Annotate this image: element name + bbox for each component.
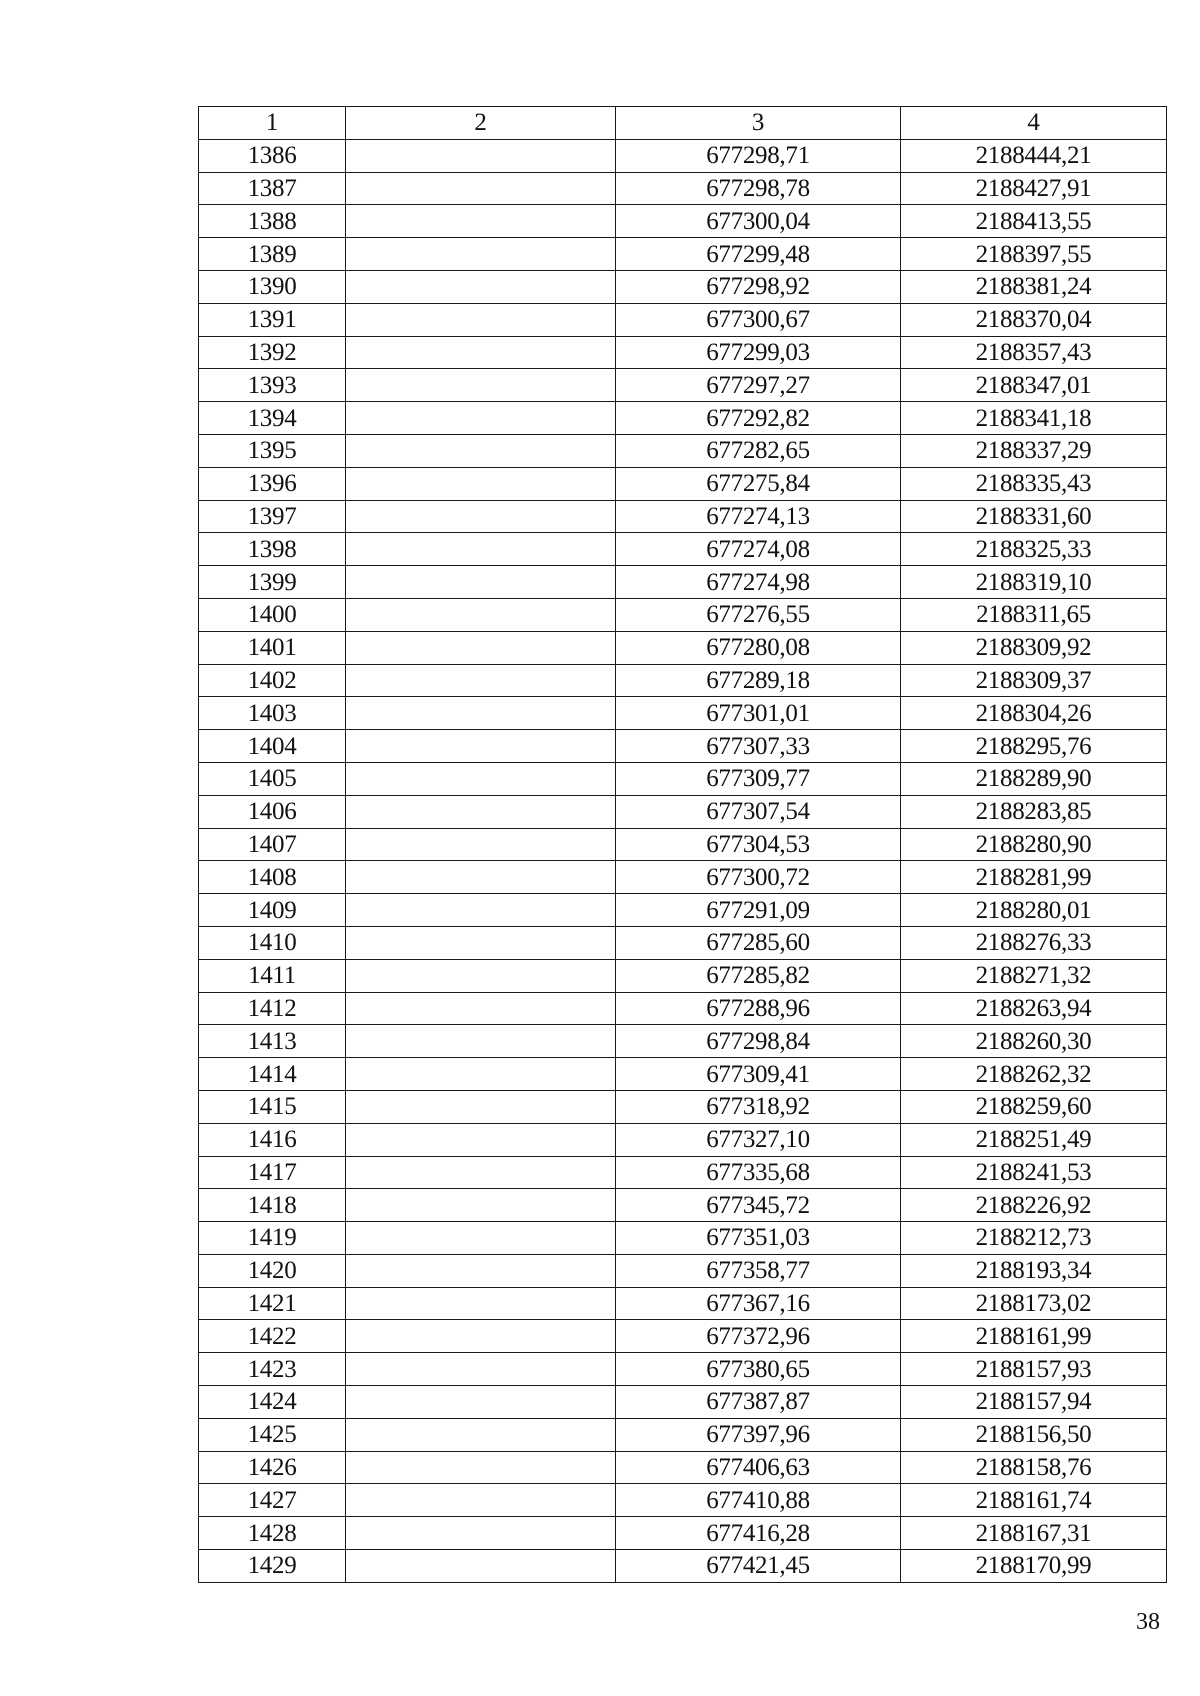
table-row bbox=[199, 697, 1167, 730]
column-2-cell bbox=[346, 926, 616, 959]
table-row bbox=[199, 1058, 1167, 1091]
y-coordinate-cell: 2188226,92 bbox=[901, 1189, 1167, 1222]
y-coordinate-cell: 2188309,92 bbox=[901, 631, 1167, 664]
y-coordinate-cell: 2188241,53 bbox=[901, 1156, 1167, 1189]
table-row bbox=[199, 238, 1167, 271]
table-row bbox=[199, 1090, 1167, 1123]
point-number-cell: 1415 bbox=[199, 1090, 346, 1123]
x-coordinate-cell: 677282,65 bbox=[616, 434, 901, 467]
point-number-cell: 1422 bbox=[199, 1320, 346, 1353]
table-row bbox=[199, 598, 1167, 631]
x-coordinate-cell: 677309,77 bbox=[616, 762, 901, 795]
y-coordinate-cell: 2188325,33 bbox=[901, 533, 1167, 566]
table-row bbox=[199, 369, 1167, 402]
column-2-cell bbox=[346, 730, 616, 763]
y-coordinate-cell: 2188276,33 bbox=[901, 926, 1167, 959]
point-number-cell: 1416 bbox=[199, 1123, 346, 1156]
y-coordinate-cell: 2188397,55 bbox=[901, 238, 1167, 271]
x-coordinate-cell: 677372,96 bbox=[616, 1320, 901, 1353]
table-row bbox=[199, 172, 1167, 205]
y-coordinate-cell: 2188167,31 bbox=[901, 1517, 1167, 1550]
point-number-cell: 1403 bbox=[199, 697, 346, 730]
x-coordinate-cell: 677421,45 bbox=[616, 1550, 901, 1583]
y-coordinate-cell: 2188381,24 bbox=[901, 270, 1167, 303]
x-coordinate-cell: 677397,96 bbox=[616, 1418, 901, 1451]
point-number-cell: 1393 bbox=[199, 369, 346, 402]
table-row bbox=[199, 1123, 1167, 1156]
column-2-cell bbox=[346, 1418, 616, 1451]
column-2-cell bbox=[346, 172, 616, 205]
table-row bbox=[199, 959, 1167, 992]
table-row bbox=[199, 566, 1167, 599]
table-row bbox=[199, 1451, 1167, 1484]
column-2-cell bbox=[346, 1222, 616, 1255]
x-coordinate-cell: 677280,08 bbox=[616, 631, 901, 664]
column-2-cell bbox=[346, 1353, 616, 1386]
x-coordinate-cell: 677298,84 bbox=[616, 1025, 901, 1058]
y-coordinate-cell: 2188319,10 bbox=[901, 566, 1167, 599]
table-row bbox=[199, 861, 1167, 894]
column-2-cell bbox=[346, 762, 616, 795]
column-header-2: 2 bbox=[346, 107, 616, 140]
column-2-cell bbox=[346, 1451, 616, 1484]
x-coordinate-cell: 677300,67 bbox=[616, 303, 901, 336]
point-number-cell: 1395 bbox=[199, 434, 346, 467]
table-row bbox=[199, 992, 1167, 1025]
column-2-cell bbox=[346, 1123, 616, 1156]
point-number-cell: 1414 bbox=[199, 1058, 346, 1091]
table-row bbox=[199, 336, 1167, 369]
table-row bbox=[199, 500, 1167, 533]
y-coordinate-cell: 2188304,26 bbox=[901, 697, 1167, 730]
x-coordinate-cell: 677274,13 bbox=[616, 500, 901, 533]
y-coordinate-cell: 2188262,32 bbox=[901, 1058, 1167, 1091]
point-number-cell: 1411 bbox=[199, 959, 346, 992]
table-row bbox=[199, 1484, 1167, 1517]
table-row bbox=[199, 1025, 1167, 1058]
x-coordinate-cell: 677298,71 bbox=[616, 139, 901, 172]
point-number-cell: 1413 bbox=[199, 1025, 346, 1058]
point-number-cell: 1399 bbox=[199, 566, 346, 599]
table-row bbox=[199, 926, 1167, 959]
y-coordinate-cell: 2188280,01 bbox=[901, 894, 1167, 927]
table-row bbox=[199, 631, 1167, 664]
point-number-cell: 1409 bbox=[199, 894, 346, 927]
table-row bbox=[199, 434, 1167, 467]
y-coordinate-cell: 2188157,93 bbox=[901, 1353, 1167, 1386]
column-2-cell bbox=[346, 598, 616, 631]
table-row bbox=[199, 1254, 1167, 1287]
y-coordinate-cell: 2188311,65 bbox=[901, 598, 1167, 631]
point-number-cell: 1406 bbox=[199, 795, 346, 828]
column-header-3: 3 bbox=[616, 107, 901, 140]
column-2-cell bbox=[346, 467, 616, 500]
x-coordinate-cell: 677274,98 bbox=[616, 566, 901, 599]
point-number-cell: 1391 bbox=[199, 303, 346, 336]
y-coordinate-cell: 2188295,76 bbox=[901, 730, 1167, 763]
column-2-cell bbox=[346, 1090, 616, 1123]
y-coordinate-cell: 2188280,90 bbox=[901, 828, 1167, 861]
x-coordinate-cell: 677292,82 bbox=[616, 402, 901, 435]
x-coordinate-cell: 677291,09 bbox=[616, 894, 901, 927]
x-coordinate-cell: 677285,82 bbox=[616, 959, 901, 992]
y-coordinate-cell: 2188156,50 bbox=[901, 1418, 1167, 1451]
column-2-cell bbox=[346, 369, 616, 402]
y-coordinate-cell: 2188331,60 bbox=[901, 500, 1167, 533]
column-2-cell bbox=[346, 828, 616, 861]
point-number-cell: 1386 bbox=[199, 139, 346, 172]
table-row bbox=[199, 1418, 1167, 1451]
column-2-cell bbox=[346, 697, 616, 730]
point-number-cell: 1396 bbox=[199, 467, 346, 500]
column-2-cell bbox=[346, 566, 616, 599]
x-coordinate-cell: 677297,27 bbox=[616, 369, 901, 402]
x-coordinate-cell: 677276,55 bbox=[616, 598, 901, 631]
x-coordinate-cell: 677367,16 bbox=[616, 1287, 901, 1320]
x-coordinate-cell: 677300,04 bbox=[616, 205, 901, 238]
table-row bbox=[199, 1222, 1167, 1255]
point-number-cell: 1389 bbox=[199, 238, 346, 271]
point-number-cell: 1397 bbox=[199, 500, 346, 533]
table-row bbox=[199, 1517, 1167, 1550]
table-body bbox=[199, 139, 1167, 1582]
table-header-row bbox=[199, 107, 1167, 140]
x-coordinate-cell: 677318,92 bbox=[616, 1090, 901, 1123]
y-coordinate-cell: 2188161,99 bbox=[901, 1320, 1167, 1353]
column-2-cell bbox=[346, 992, 616, 1025]
point-number-cell: 1388 bbox=[199, 205, 346, 238]
column-2-cell bbox=[346, 1484, 616, 1517]
x-coordinate-cell: 677416,28 bbox=[616, 1517, 901, 1550]
page-number: 38 bbox=[1136, 1609, 1160, 1635]
y-coordinate-cell: 2188161,74 bbox=[901, 1484, 1167, 1517]
table-row bbox=[199, 139, 1167, 172]
x-coordinate-cell: 677351,03 bbox=[616, 1222, 901, 1255]
y-coordinate-cell: 2188260,30 bbox=[901, 1025, 1167, 1058]
y-coordinate-cell: 2188212,73 bbox=[901, 1222, 1167, 1255]
point-number-cell: 1405 bbox=[199, 762, 346, 795]
point-number-cell: 1392 bbox=[199, 336, 346, 369]
x-coordinate-cell: 677298,78 bbox=[616, 172, 901, 205]
table-row bbox=[199, 894, 1167, 927]
table-row bbox=[199, 303, 1167, 336]
column-header-4: 4 bbox=[901, 107, 1167, 140]
table-row bbox=[199, 205, 1167, 238]
column-2-cell bbox=[346, 238, 616, 271]
table-row bbox=[199, 270, 1167, 303]
column-2-cell bbox=[346, 1386, 616, 1419]
x-coordinate-cell: 677327,10 bbox=[616, 1123, 901, 1156]
y-coordinate-cell: 2188347,01 bbox=[901, 369, 1167, 402]
table-row bbox=[199, 1386, 1167, 1419]
table-row bbox=[199, 1353, 1167, 1386]
point-number-cell: 1423 bbox=[199, 1353, 346, 1386]
y-coordinate-cell: 2188193,34 bbox=[901, 1254, 1167, 1287]
y-coordinate-cell: 2188357,43 bbox=[901, 336, 1167, 369]
column-2-cell bbox=[346, 1550, 616, 1583]
point-number-cell: 1418 bbox=[199, 1189, 346, 1222]
y-coordinate-cell: 2188157,94 bbox=[901, 1386, 1167, 1419]
point-number-cell: 1394 bbox=[199, 402, 346, 435]
x-coordinate-cell: 677285,60 bbox=[616, 926, 901, 959]
column-2-cell bbox=[346, 402, 616, 435]
table-row bbox=[199, 533, 1167, 566]
x-coordinate-cell: 677300,72 bbox=[616, 861, 901, 894]
column-2-cell bbox=[346, 1025, 616, 1058]
column-2-cell bbox=[346, 1517, 616, 1550]
x-coordinate-cell: 677345,72 bbox=[616, 1189, 901, 1222]
table-row bbox=[199, 828, 1167, 861]
point-number-cell: 1420 bbox=[199, 1254, 346, 1287]
point-number-cell: 1426 bbox=[199, 1451, 346, 1484]
point-number-cell: 1421 bbox=[199, 1287, 346, 1320]
y-coordinate-cell: 2188444,21 bbox=[901, 139, 1167, 172]
point-number-cell: 1412 bbox=[199, 992, 346, 1025]
y-coordinate-cell: 2188263,94 bbox=[901, 992, 1167, 1025]
table-row bbox=[199, 1550, 1167, 1583]
column-2-cell bbox=[346, 1287, 616, 1320]
column-2-cell bbox=[346, 1320, 616, 1353]
column-2-cell bbox=[346, 1058, 616, 1091]
y-coordinate-cell: 2188337,29 bbox=[901, 434, 1167, 467]
x-coordinate-cell: 677289,18 bbox=[616, 664, 901, 697]
y-coordinate-cell: 2188281,99 bbox=[901, 861, 1167, 894]
x-coordinate-cell: 677387,87 bbox=[616, 1386, 901, 1419]
y-coordinate-cell: 2188283,85 bbox=[901, 795, 1167, 828]
point-number-cell: 1408 bbox=[199, 861, 346, 894]
y-coordinate-cell: 2188341,18 bbox=[901, 402, 1167, 435]
y-coordinate-cell: 2188173,02 bbox=[901, 1287, 1167, 1320]
table-row bbox=[199, 1320, 1167, 1353]
y-coordinate-cell: 2188170,99 bbox=[901, 1550, 1167, 1583]
y-coordinate-cell: 2188259,60 bbox=[901, 1090, 1167, 1123]
column-2-cell bbox=[346, 1156, 616, 1189]
point-number-cell: 1390 bbox=[199, 270, 346, 303]
column-2-cell bbox=[346, 1189, 616, 1222]
x-coordinate-cell: 677301,01 bbox=[616, 697, 901, 730]
table-row bbox=[199, 762, 1167, 795]
x-coordinate-cell: 677299,48 bbox=[616, 238, 901, 271]
x-coordinate-cell: 677307,33 bbox=[616, 730, 901, 763]
point-number-cell: 1402 bbox=[199, 664, 346, 697]
x-coordinate-cell: 677304,53 bbox=[616, 828, 901, 861]
x-coordinate-cell: 677335,68 bbox=[616, 1156, 901, 1189]
x-coordinate-cell: 677410,88 bbox=[616, 1484, 901, 1517]
point-number-cell: 1404 bbox=[199, 730, 346, 763]
x-coordinate-cell: 677309,41 bbox=[616, 1058, 901, 1091]
x-coordinate-cell: 677307,54 bbox=[616, 795, 901, 828]
column-2-cell bbox=[346, 533, 616, 566]
point-number-cell: 1424 bbox=[199, 1386, 346, 1419]
column-2-cell bbox=[346, 303, 616, 336]
point-number-cell: 1427 bbox=[199, 1484, 346, 1517]
table-row bbox=[199, 1287, 1167, 1320]
y-coordinate-cell: 2188427,91 bbox=[901, 172, 1167, 205]
point-number-cell: 1398 bbox=[199, 533, 346, 566]
point-number-cell: 1429 bbox=[199, 1550, 346, 1583]
point-number-cell: 1387 bbox=[199, 172, 346, 205]
column-2-cell bbox=[346, 894, 616, 927]
x-coordinate-cell: 677406,63 bbox=[616, 1451, 901, 1484]
column-header-1: 1 bbox=[199, 107, 346, 140]
point-number-cell: 1419 bbox=[199, 1222, 346, 1255]
y-coordinate-cell: 2188251,49 bbox=[901, 1123, 1167, 1156]
column-2-cell bbox=[346, 336, 616, 369]
point-number-cell: 1407 bbox=[199, 828, 346, 861]
column-2-cell bbox=[346, 434, 616, 467]
column-2-cell bbox=[346, 139, 616, 172]
y-coordinate-cell: 2188309,37 bbox=[901, 664, 1167, 697]
point-number-cell: 1401 bbox=[199, 631, 346, 664]
table-row bbox=[199, 1189, 1167, 1222]
column-2-cell bbox=[346, 861, 616, 894]
column-2-cell bbox=[346, 1254, 616, 1287]
column-2-cell bbox=[346, 795, 616, 828]
table-row bbox=[199, 795, 1167, 828]
y-coordinate-cell: 2188271,32 bbox=[901, 959, 1167, 992]
point-number-cell: 1425 bbox=[199, 1418, 346, 1451]
table-row bbox=[199, 664, 1167, 697]
table-row bbox=[199, 402, 1167, 435]
point-number-cell: 1417 bbox=[199, 1156, 346, 1189]
y-coordinate-cell: 2188370,04 bbox=[901, 303, 1167, 336]
x-coordinate-cell: 677275,84 bbox=[616, 467, 901, 500]
column-2-cell bbox=[346, 205, 616, 238]
y-coordinate-cell: 2188413,55 bbox=[901, 205, 1167, 238]
x-coordinate-cell: 677274,08 bbox=[616, 533, 901, 566]
coordinates-table bbox=[198, 106, 1167, 1583]
x-coordinate-cell: 677358,77 bbox=[616, 1254, 901, 1287]
column-2-cell bbox=[346, 270, 616, 303]
y-coordinate-cell: 2188158,76 bbox=[901, 1451, 1167, 1484]
point-number-cell: 1400 bbox=[199, 598, 346, 631]
column-2-cell bbox=[346, 959, 616, 992]
column-2-cell bbox=[346, 500, 616, 533]
column-2-cell bbox=[346, 631, 616, 664]
table-row bbox=[199, 467, 1167, 500]
column-2-cell bbox=[346, 664, 616, 697]
x-coordinate-cell: 677288,96 bbox=[616, 992, 901, 1025]
point-number-cell: 1410 bbox=[199, 926, 346, 959]
y-coordinate-cell: 2188335,43 bbox=[901, 467, 1167, 500]
table-row bbox=[199, 1156, 1167, 1189]
x-coordinate-cell: 677380,65 bbox=[616, 1353, 901, 1386]
x-coordinate-cell: 677298,92 bbox=[616, 270, 901, 303]
point-number-cell: 1428 bbox=[199, 1517, 346, 1550]
table-row bbox=[199, 730, 1167, 763]
y-coordinate-cell: 2188289,90 bbox=[901, 762, 1167, 795]
x-coordinate-cell: 677299,03 bbox=[616, 336, 901, 369]
